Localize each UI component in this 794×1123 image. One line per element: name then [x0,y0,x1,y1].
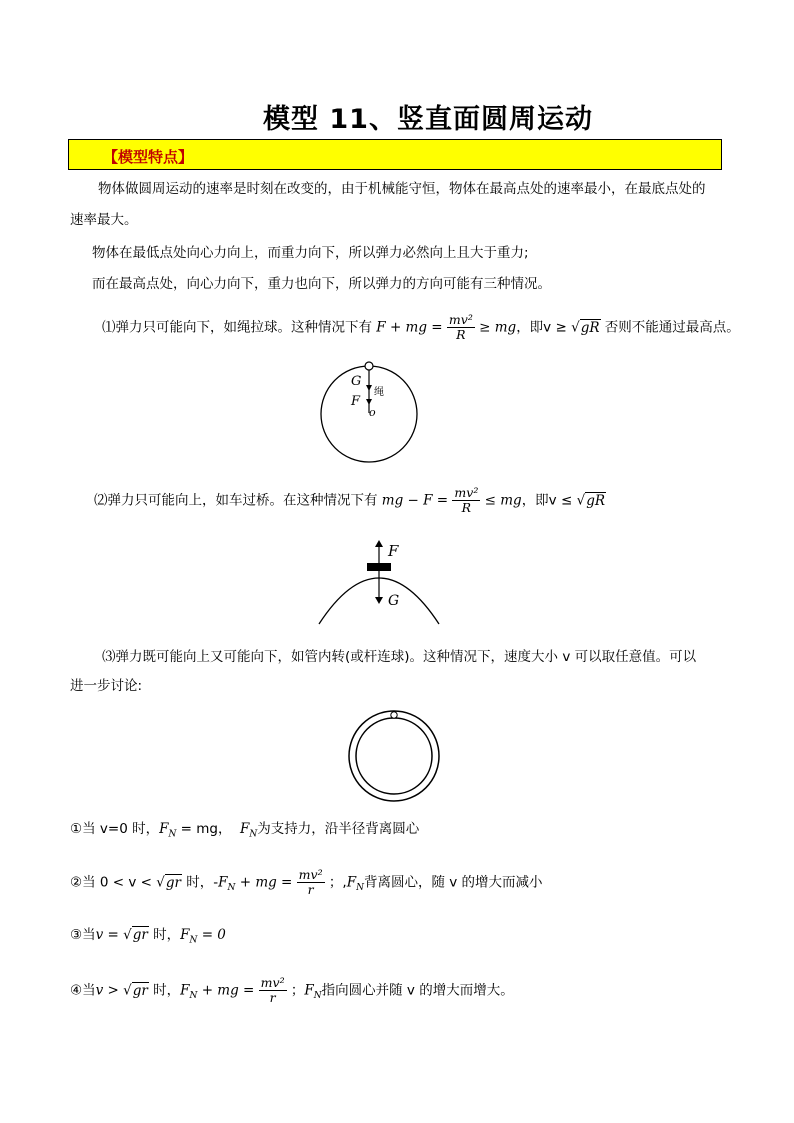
case-1-text: ⑴弹力只可能向下，如绳拉球。这种情况下有 F + mg = $\frac{\text{mv²}}{R}$ ≥ mg，即v ≥ √gR 否则不能通过最高点。 [102,312,740,342]
section-banner [68,139,722,170]
intro-para-3: 而在最高点处，向心力向下，重力也向下，所以弹力的方向可能有三种情况。 [92,276,551,292]
tension-label: F [351,394,361,409]
normal-force-arrow-icon [375,540,383,547]
gravity-label: G [388,593,400,609]
case-1-fraction: $\frac{\text{mv²}}{R}$ [448,312,473,342]
page-title: 模型 11、竖直面圆周运动 [263,104,593,135]
case-3-line-1: ⑶弹力既可能向上又可能向下，如管内转(或杆连球)。这种情况下，速度大小 v 可以取任意值。可以 [102,649,697,665]
gravity-arrow-icon [375,597,383,604]
case-2-fraction: $\frac{\text{mv²}}{R}$ [454,485,479,515]
case-2-sqrt: √gR [576,492,605,509]
normal-force-label: F [388,542,399,560]
intro-para-1-line-2: 速率最大。 [70,212,138,228]
tension-arrow-icon [366,399,372,405]
item-4: ④当v > √gr 时，$F_N$ + mg = $\frac{\text{mv²}}{r}$ ；$F_N$指向圆心并随 v 的增大而增大。 [70,975,514,1005]
intro-para-2: 物体在最低点处向心力向上，而重力向下，所以弹力必然向上且大于重力; [92,245,529,261]
item-2: ②当 0 < v < √gr 时，$-F_N$ + mg = $\frac{\text{mv²}}{r}$ ；$,F_N$背离圆心，随 v 的增大而减小 [70,867,543,897]
item-3: ③当v = √gr 时，$F_N = 0$ [70,927,226,946]
car-block [367,563,391,571]
tube-figure [345,708,445,804]
case-1-sqrt: √gR [571,319,600,336]
ball [365,362,373,370]
tube-outer-circle [349,711,439,801]
item-1: ①当 v=0 时，$F_N$ = mg， $F_N$为支持力，沿半径背离圆心 [70,821,420,840]
rope-label: 绳 [374,387,384,398]
tube-inner-circle [356,718,432,794]
gravity-arrow-icon [366,385,372,391]
rope-ball-figure [300,355,440,470]
bridge-figure [310,538,450,626]
case-3-line-2: 进一步讨论: [70,678,143,694]
intro-para-1-line-1: 物体做圆周运动的速率是时刻在改变的，由于机械能守恒，物体在最高点处的速率最小，在最底点处的 [98,181,706,197]
center-label: o [369,406,376,419]
gravity-label: G [351,374,362,389]
case-2-text: ⑵弹力只可能向上，如车过桥。在这种情况下有 mg − F = $\frac{\text{mv²}}{R}$ ≤ mg，即v ≤ √gR [94,485,605,515]
section-banner-label: 【模型特点】 [103,148,194,166]
case-2-formula: mg − F = [381,492,449,509]
ball [391,712,397,718]
case-1-formula: F + mg = [376,319,443,336]
